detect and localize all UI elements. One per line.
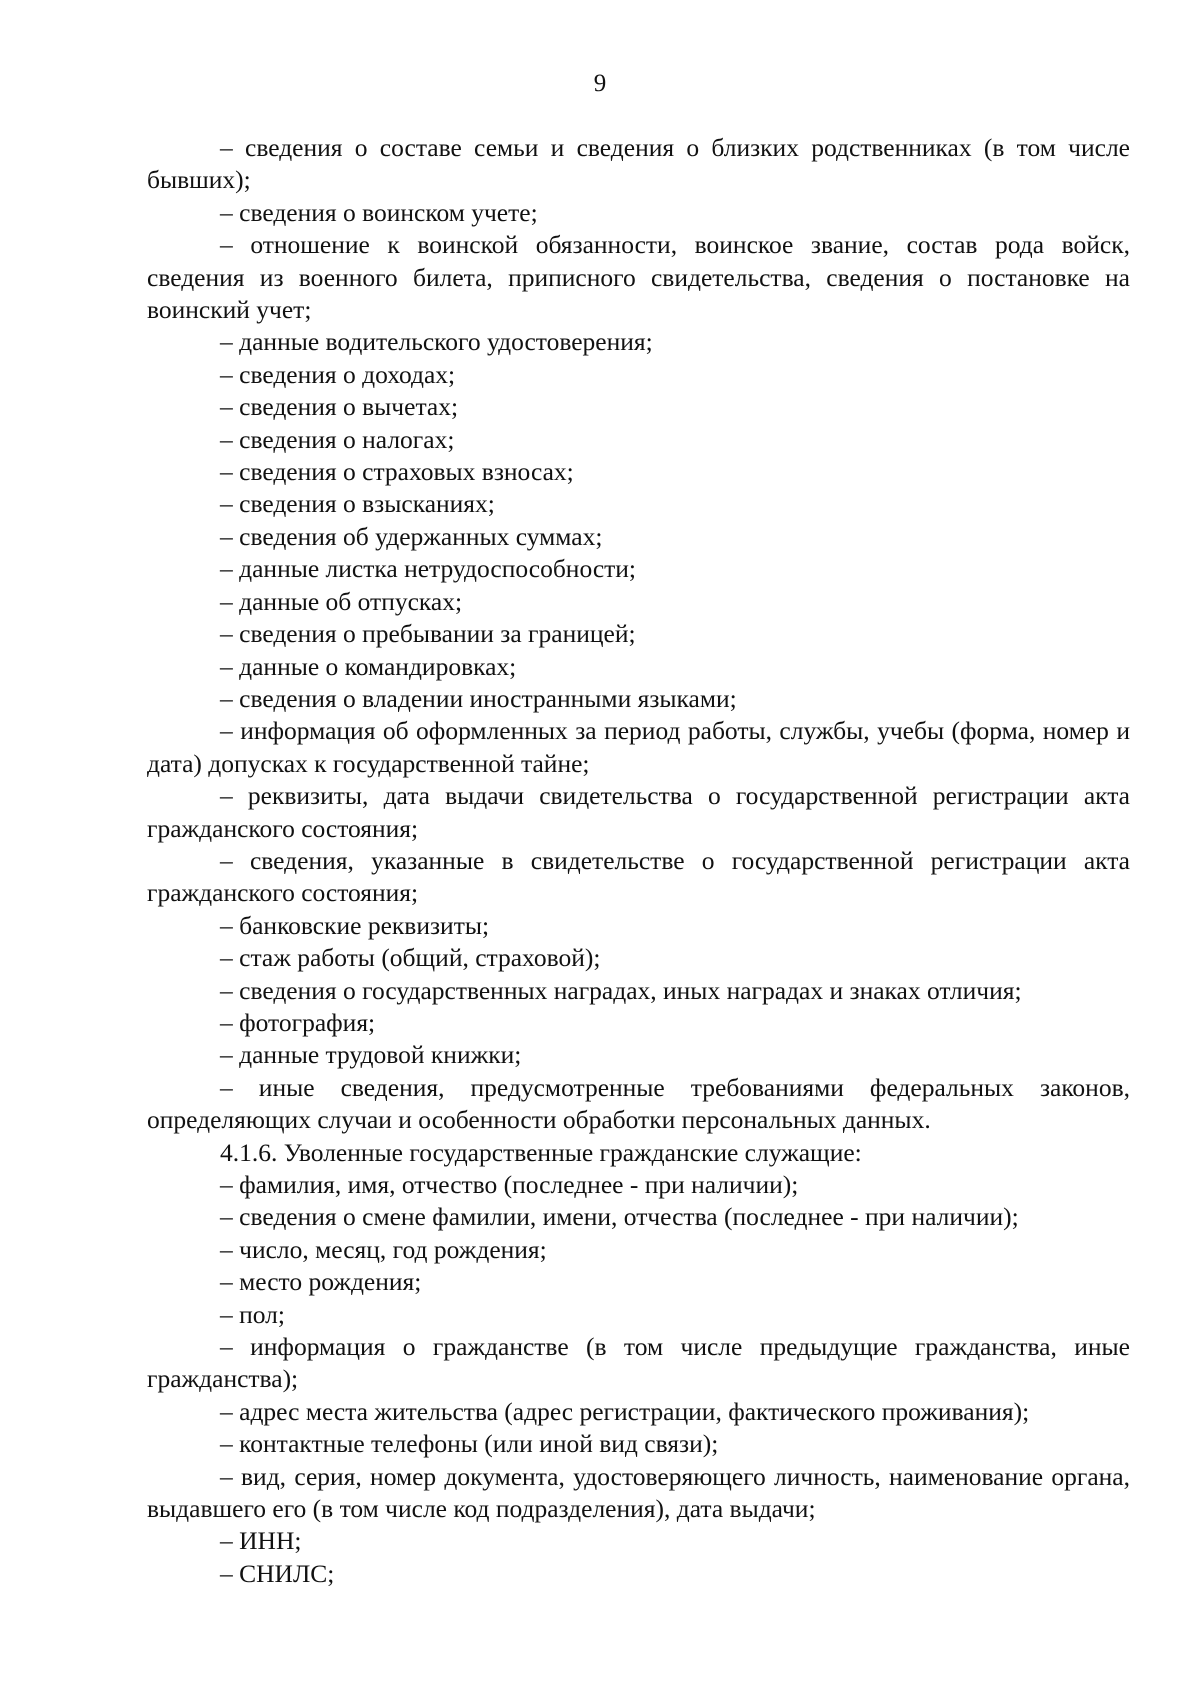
list-item: – данные о командировках; xyxy=(220,651,517,681)
list-item: – сведения о составе семьи и сведения о близких родственниках (в том числе бывших); xyxy=(147,133,1130,195)
list-item: – контактные телефоны (или иной вид связи); xyxy=(220,1429,719,1459)
list-item: – вид, серия, номер документа, удостоверяющего личность, наименование органа, выдавшего его (в том числе код подразделения), дата выдачи; xyxy=(147,1461,1130,1524)
list-item: – ИНН; xyxy=(220,1526,302,1556)
list-item: – сведения о страховых взносах; xyxy=(220,457,574,487)
list-item: – сведения о доходах; xyxy=(220,359,456,389)
list-item: – информация о гражданстве (в том числе предыдущие гражданства, иные гражданства); xyxy=(147,1332,1130,1394)
list-item: – стаж работы (общий, страховой); xyxy=(220,943,601,973)
list-item: – данные листка нетрудоспособности; xyxy=(220,554,637,584)
list-item: – адрес места жительства (адрес регистрации, фактического проживания); xyxy=(220,1396,1030,1426)
list-item: – сведения о пребывании за границей; xyxy=(220,619,636,649)
document-body xyxy=(147,132,1130,1590)
list-item: – место рождения; xyxy=(220,1267,422,1297)
list-item: – сведения о воинском учете; xyxy=(220,197,538,227)
list-item: – сведения о смене фамилии, имени, отчества (последнее - при наличии); xyxy=(220,1202,1019,1232)
list-item: – сведения о налогах; xyxy=(220,424,455,454)
list-item: – СНИЛС; xyxy=(220,1558,335,1588)
list-item: – информация об оформленных за период работы, службы, учебы (форма, номер и дата) допусках к государственной тайне; xyxy=(147,716,1130,778)
list-item: – реквизиты, дата выдачи свидетельства о государственной регистрации акта гражданского состояния; xyxy=(147,781,1130,843)
list-item: – фотография; xyxy=(220,1007,376,1037)
list-item: – сведения о владении иностранными языками; xyxy=(220,683,737,713)
list-item: – данные трудовой книжки; xyxy=(220,1040,522,1070)
list-item: – пол; xyxy=(220,1299,285,1329)
list-item: – сведения о государственных наградах, иных наградах и знаках отличия; xyxy=(220,975,1022,1005)
list-item: – отношение к воинской обязанности, воинское звание, состав рода войск, сведения из военного билета, приписного свидетельства, сведения о постановке на воинский учет; xyxy=(147,230,1130,325)
list-item: – данные водительского удостоверения; xyxy=(220,327,653,357)
list-item: – фамилия, имя, отчество (последнее - при наличии); xyxy=(220,1170,799,1199)
list-item: – число, месяц, год рождения; xyxy=(220,1234,547,1264)
list-item: – банковские реквизиты; xyxy=(220,910,490,940)
list-item: – сведения о вычетах; xyxy=(220,392,459,422)
list-item: – сведения о взысканиях; xyxy=(220,489,495,519)
page-number: 9 xyxy=(593,70,607,97)
list-item: – иные сведения, предусмотренные требованиями федеральных законов, определяющих случаи и особенности обработки персональных данных. xyxy=(147,1072,1130,1135)
list-item: – сведения об удержанных суммах; xyxy=(220,521,603,551)
list-item: – сведения, указанные в свидетельстве о государственной регистрации акта гражданского состояния; xyxy=(147,845,1130,908)
section-heading: 4.1.6. Уволенные государственные гражданские служащие: xyxy=(220,1137,862,1167)
list-item: – данные об отпусках; xyxy=(220,586,463,616)
